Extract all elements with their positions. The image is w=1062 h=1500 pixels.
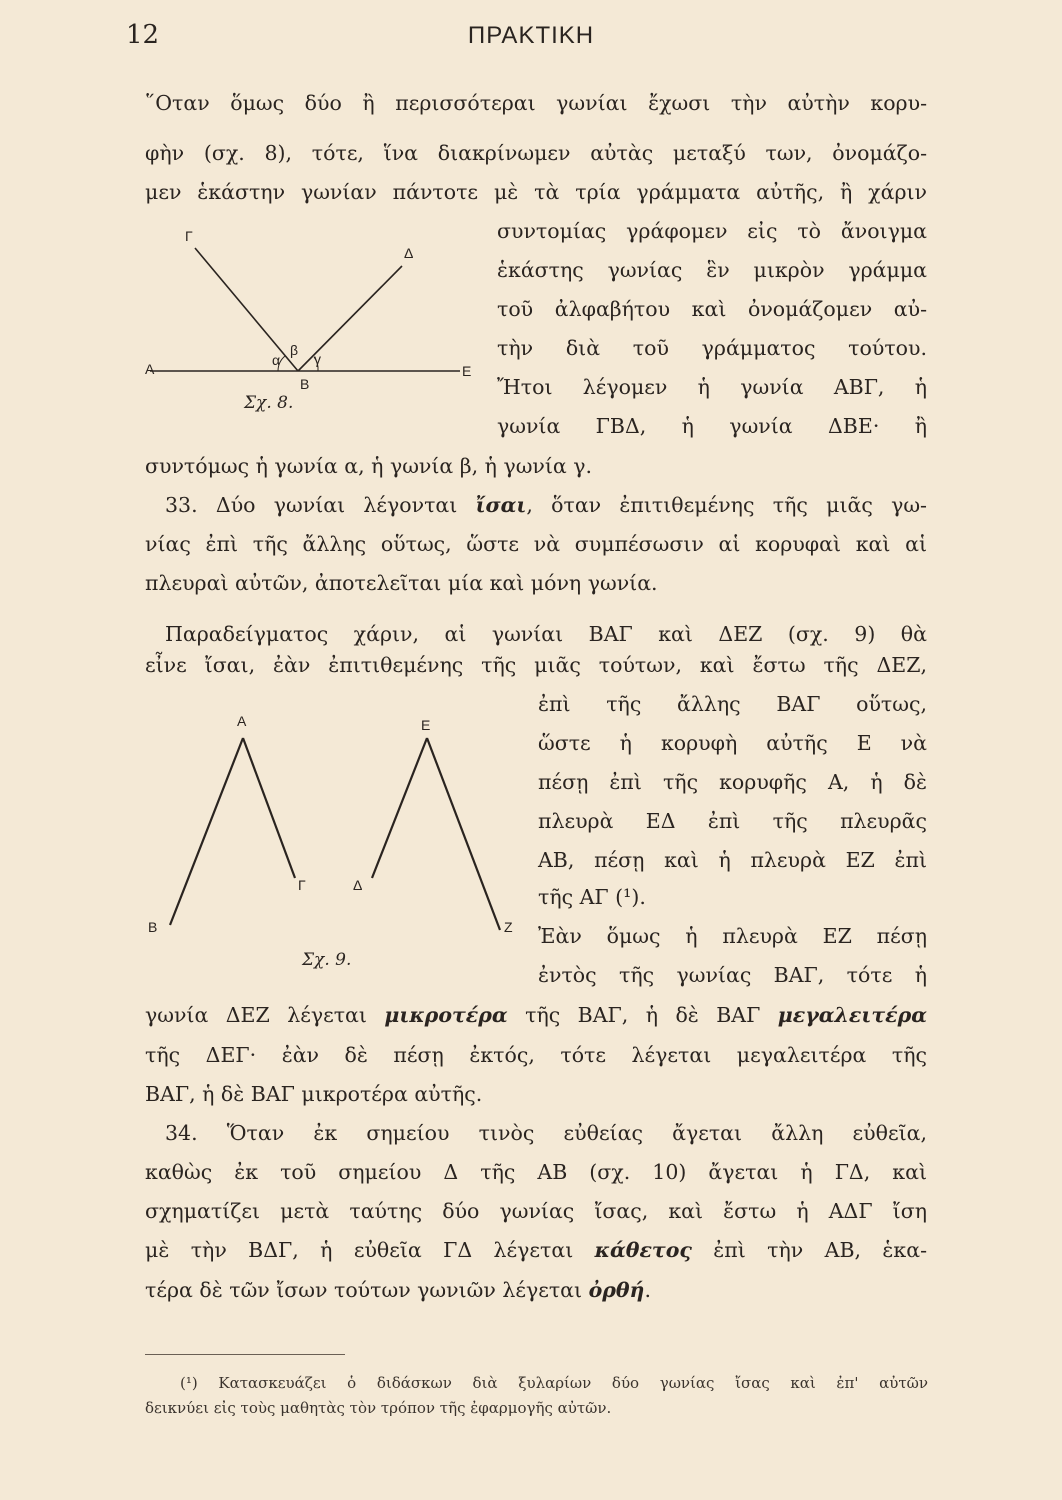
label-b: Β [300,376,310,392]
footnote-rule [145,1354,345,1355]
text-line: πλευρὰ ΕΔ ἐπὶ τῆς πλευρᾶς [538,809,927,833]
section-33-lead: 33. Δύο γωνίαι λέγονται [165,493,458,517]
text-line: ἐντὸς τῆς γωνίας ΒΑΓ, τότε ἡ [538,963,927,987]
figure-8 [140,226,490,416]
side-ed [372,738,427,878]
side-ez [427,738,500,930]
label-a: Α [145,361,155,377]
running-title: ΠΡΑΚΤΙΚΗ [467,22,595,49]
term-kathetos: κάθετος [594,1238,692,1262]
term-mikrotera: μικροτέρα [384,1003,508,1027]
text-segment: μὲ τὴν ΒΔΓ, ἡ εὐθεῖα ΓΔ λέγεται [145,1238,574,1262]
text-line: συντόμως ἡ γωνία α, ἡ γωνία β, ἡ γωνία γ. [145,454,593,478]
text-segment: ἐπὶ τὴν ΑΒ, ἑκα- [713,1238,927,1262]
label-e: Ε [462,363,472,379]
footnote-line: δεικνύει εἰς τοὺς μαθητὰς τὸν τρόπον τῆς ἐφαρμογῆς αὐτῶν. [145,1399,612,1417]
text-line [145,1235,927,1265]
text-line: πλευραὶ αὐτῶν, ἀποτελεῖται μία καὶ μόνη γωνία. [145,571,658,595]
term-isai: ἴσαι [475,493,527,517]
text-segment: τῆς ΒΑΓ, ἡ δὲ ΒΑΓ [525,1003,761,1027]
side-ag [243,738,295,878]
text-line: πέσῃ ἐπὶ τῆς κορυφῆς Α, ἡ δὲ [538,770,927,794]
text-line: Ἤτοι λέγομεν ἡ γωνία ΑΒΓ, ἡ [497,375,927,399]
text-line [145,1000,927,1030]
text-line: ῞Οταν ὅμως δύο ἢ περισσότεραι γωνίαι ἔχωσι τὴν αὐτὴν κορυ- [145,91,927,115]
figure-9-caption: Σχ. 9. [302,950,352,970]
figure-8-caption: Σχ. 8. [244,393,294,413]
label-beta: β [290,342,299,358]
text-line: τῆς ΑΓ (¹). [538,885,646,909]
label-g: Γ [298,877,306,893]
label-a: Α [237,713,247,729]
label-gamma: γ [314,351,321,367]
term-orthi: ὀρθή [588,1278,645,1302]
text-line: εἶνε ἴσαι, ἐὰν ἐπιτιθεμένης τῆς μιᾶς τούτων, καὶ ἔστω τῆς ΔΕΖ, [145,653,927,677]
text-line: ΒΑΓ, ἡ δὲ ΒΑΓ μικροτέρα αὐτῆς. [145,1082,483,1106]
figure-9 [140,700,530,980]
label-g: Γ [185,228,193,244]
text-line: ἐπὶ τῆς ἄλλης ΒΑΓ οὕτως, [538,692,927,716]
text-line: τῆς ΔΕΓ· ἐὰν δὲ πέσῃ ἐκτός, τότε λέγεται μεγαλειτέρα τῆς [145,1043,927,1067]
side-ab [170,738,243,925]
term-megaleitera: μεγαλειτέρα [777,1003,927,1027]
text-line: σχηματίζει μετὰ ταύτης δύο γωνίας ἴσας, καὶ ἔστω ἡ ΑΔΓ ἴση [145,1199,927,1223]
text-line: 34. Ὅταν ἐκ σημείου τινὸς εὐθείας ἄγεται ἄλλη εὐθεῖα, [165,1121,927,1145]
text-segment: . [644,1278,651,1302]
label-e: Ε [421,717,431,733]
text-segment: τέρα δὲ τῶν ἴσων τούτων γωνιῶν λέγεται [145,1278,583,1302]
label-d: Δ [353,877,363,893]
text-line: τὴν διὰ τοῦ γράμματος τούτου. [497,336,927,360]
text-line: τοῦ ἀλφαβήτου καὶ ὀνομάζομεν αὐ- [497,297,927,321]
label-z: Ζ [504,919,513,935]
text-line: φὴν (σχ. 8), τότε, ἵνα διακρίνωμεν αὐτὰς μεταξύ των, ὀνομάζο- [145,141,927,165]
text-line: Ἐὰν ὅμως ἡ πλευρὰ ΕΖ πέσῃ [538,924,927,948]
label-b: Β [148,919,158,935]
text-line [145,1275,927,1305]
text-line: ΑΒ, πέσῃ καὶ ἡ πλευρὰ ΕΖ ἐπὶ [538,848,927,872]
text-line [165,490,927,520]
footnote-line: (¹) Κατασκευάζει ὁ διδάσκων διὰ ξυλαρίων δύο γωνίας ἴσας καὶ ἐπ' αὐτῶν [180,1374,928,1392]
text-line: νίας ἐπὶ τῆς ἄλλης οὕτως, ὥστε νὰ συμπέσωσιν αἱ κορυφαὶ καὶ αἱ [145,532,927,556]
text-line: Παραδείγματος χάριν, αἱ γωνίαι ΒΑΓ καὶ ΔΕΖ (σχ. 9) θὰ [165,622,927,646]
text-line: μεν ἑκάστην γωνίαν πάντοτε μὲ τὰ τρία γράμματα αὐτῆς, ἢ χάριν [145,180,927,204]
text-line: καθὼς ἐκ τοῦ σημείου Δ τῆς ΑΒ (σχ. 10) ἄγεται ἡ ΓΔ, καὶ [145,1160,927,1184]
text-line: γωνία ΓΒΔ, ἡ γωνία ΔΒΕ· ἢ [497,414,927,438]
section-33-rest: , ὅταν ἐπιτιθεμένης τῆς μιᾶς γω- [526,493,927,517]
label-d: Δ [404,245,414,261]
page-number: 12 [126,20,160,50]
text-line: συντομίας γράφομεν εἰς τὸ ἄνοιγμα [497,219,927,243]
ray-bg [195,248,298,371]
text-line: ἑκάστης γωνίας ἓν μικρὸν γράμμα [497,258,927,282]
text-line: ὥστε ἡ κορυφὴ αὐτῆς Ε νὰ [538,731,927,755]
text-segment: γωνία ΔΕΖ λέγεται [145,1003,367,1027]
label-alpha: α [272,352,281,368]
